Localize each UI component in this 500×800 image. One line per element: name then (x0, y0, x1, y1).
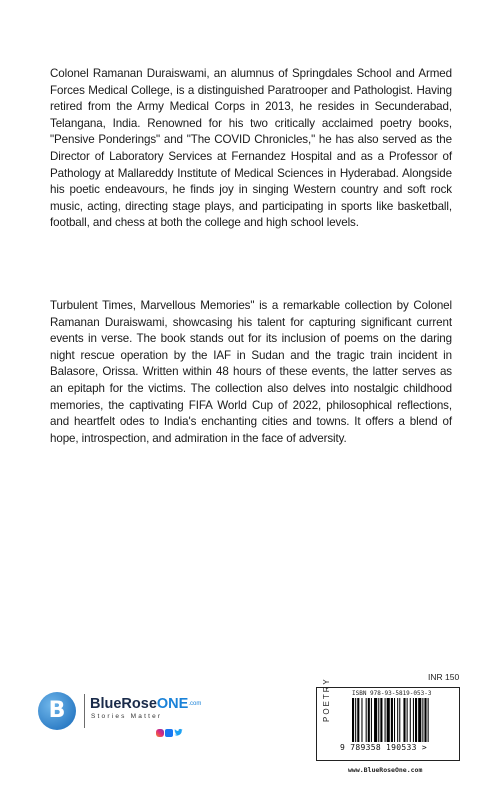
genre-label: POETRY (322, 677, 331, 722)
price-label: INR 150 (428, 672, 460, 682)
instagram-icon (156, 729, 164, 737)
logo-circle-icon (38, 692, 76, 730)
facebook-icon (165, 729, 173, 737)
isbn-label: ISBN 978-93-5819-053-3 (352, 690, 432, 697)
publisher-name-part1: BlueRose (90, 696, 157, 712)
barcode (352, 698, 452, 742)
publisher-tagline: Stories Matter (91, 713, 163, 720)
publisher-logo (38, 690, 202, 750)
publisher-name-part2: ONE (156, 696, 189, 712)
book-synopsis: Turbulent Times, Marvellous Memories" is a remarkable collection by Colonel Ramanan Duraiswami, showcasing his talent for capturing significant current events in verse. The book stands out for its inclusion of poems on the daring night rescue operation by the IAF in Sudan and the tragic train incident in Balasore, Orissa. Written within 48 hours of these events, the latter serves as an epitaph for the victims. The collection also delves into nostalgic childhood memories, the captivating FIFA World Cup of 2022, philosophical reflections, and heartfelt odes to India's enchanting cities and towns. It offers a blend of hope, introspection, and admiration in the face of adversity. (50, 299, 452, 445)
publisher-website: www.BlueRoseOne.com (348, 766, 423, 774)
publisher-name (90, 696, 201, 712)
twitter-icon (174, 728, 183, 737)
publisher-name-suffix: .com (188, 701, 202, 707)
social-icons (156, 724, 184, 734)
logo-divider (84, 694, 85, 728)
barcode-digits: 9 789358 190533 > (340, 743, 427, 752)
logo-letter: B (48, 698, 66, 723)
author-bio: Colonel Ramanan Duraiswami, an alumnus of Springdales School and Armed Forces Medical College, is a distinguished Paratrooper and Pathologist. Having retired from the Army Medical Corps in 2013, he resides in Secunderabad, Telangana, India. Renowned for his two critically acclaimed poetry books, "Pensive Ponderings" and "The COVID Chronicles," he has also served as the Director of Laboratory Services at Fernandez Hospital and as a Professor of Pathology at Mallareddy Institute of Medical Sciences in Hyderabad. Alongside his poetic endeavours, he finds joy in singing Western country and soft rock music, acting, directing stage plays, and participating in sports like basketball, football, and chess at both the college and high school levels. (50, 67, 452, 230)
